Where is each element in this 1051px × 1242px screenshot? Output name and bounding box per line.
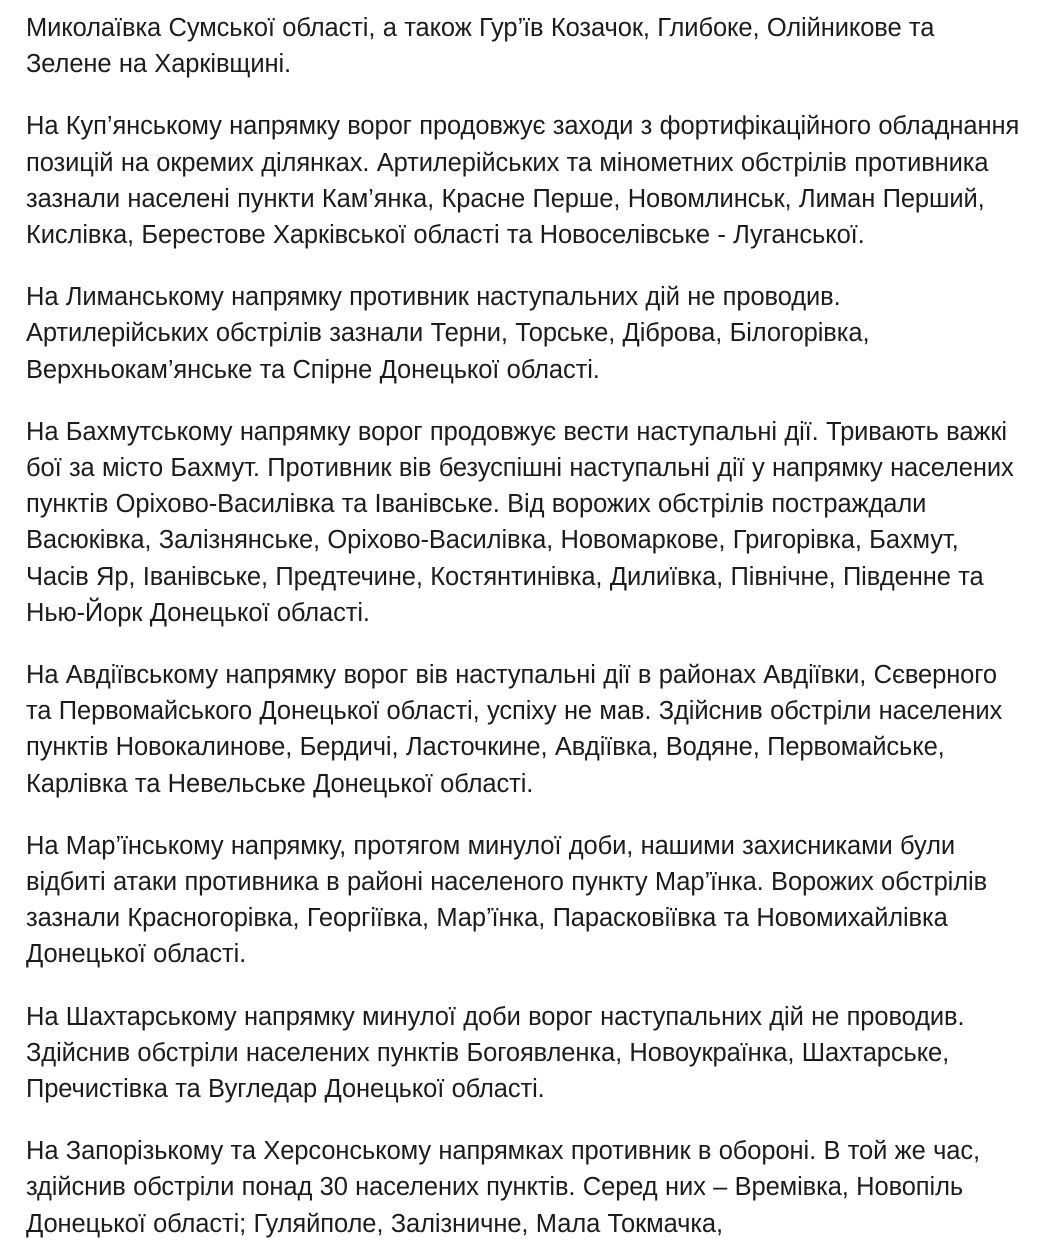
paragraph: Миколаївка Сумської області, а також Гур’їв Козачок, Глибоке, Олійникове та Зелене на Харківщині. bbox=[26, 14, 935, 79]
paragraph: На Куп’янському напрямку ворог продовжує заходи з фортифікаційного обладнання позицій на окремих ділянках. Артилерійських та мінометних обстрілів противника зазнали населені пункти Кам’янка, Красне Перше, Новомлинськ, Лиман Перший, Кислівка, Берестове Харківської області та Новоселівське - Луганської. bbox=[26, 112, 1020, 250]
paragraph: На Бахмутському напрямку ворог продовжує вести наступальні дії. Тривають важкі бої за місто Бахмут. Противник вів безуспішні наступальні дії у напрямку населених пунктів Оріхово-Василівка та Іванівське. Від ворожих обстрілів постраждали Васюківка, Залізнянське, Оріхово-Василівка, Новомаркове, Григорівка, Бахмут, Часів Яр, Іванівське, Предтечине, Костянтинівка, Дилиївка, Північне, Південне та Нью-Йорк Донецької області. bbox=[26, 417, 1014, 627]
paragraph: На Мар’їнському напрямку, протягом минулої доби, нашими захисниками були відбиті атаки противника в районі населеного пункту Мар’їнка. Ворожих обстрілів зазнали Красногорівка, Георгіївка, Мар’їнка, Парасковіївка та Новомихайлівка Донецької області. bbox=[26, 831, 988, 969]
paragraph: На Лиманському напрямку противник наступальних дій не проводив. Артилерійських обстрілів зазнали Терни, Торське, Діброва, Білогорівка, Верхньокам’янське та Спірне Донецької області. bbox=[26, 283, 870, 384]
paragraph: На Запорізькому та Херсонському напрямках противник в обороні. В той же час, здійснив обстріли понад 30 населених пунктів. Серед них – Времівка, Новопіль Донецької області; Гуляйполе, Залізничне, Мала Токмачка, bbox=[26, 1137, 980, 1238]
paragraph: На Авдіївському напрямку ворог вів наступальні дії в районах Авдіївки, Сєверного та Первомайського Донецької області, успіху не мав. Здійснив обстріли населених пунктів Новокалинове, Бердичі, Ласточкине, Авдіївка, Водяне, Первомайське, Карлівка та Невельське Донецької області. bbox=[26, 661, 1003, 798]
paragraph: На Шахтарському напрямку минулої доби ворог наступальних дій не проводив. Здійснив обстріли населених пунктів Богоявленка, Новоукраїнка, Шахтарське, Пречистівка та Вугледар Донецької області. bbox=[26, 1002, 965, 1104]
